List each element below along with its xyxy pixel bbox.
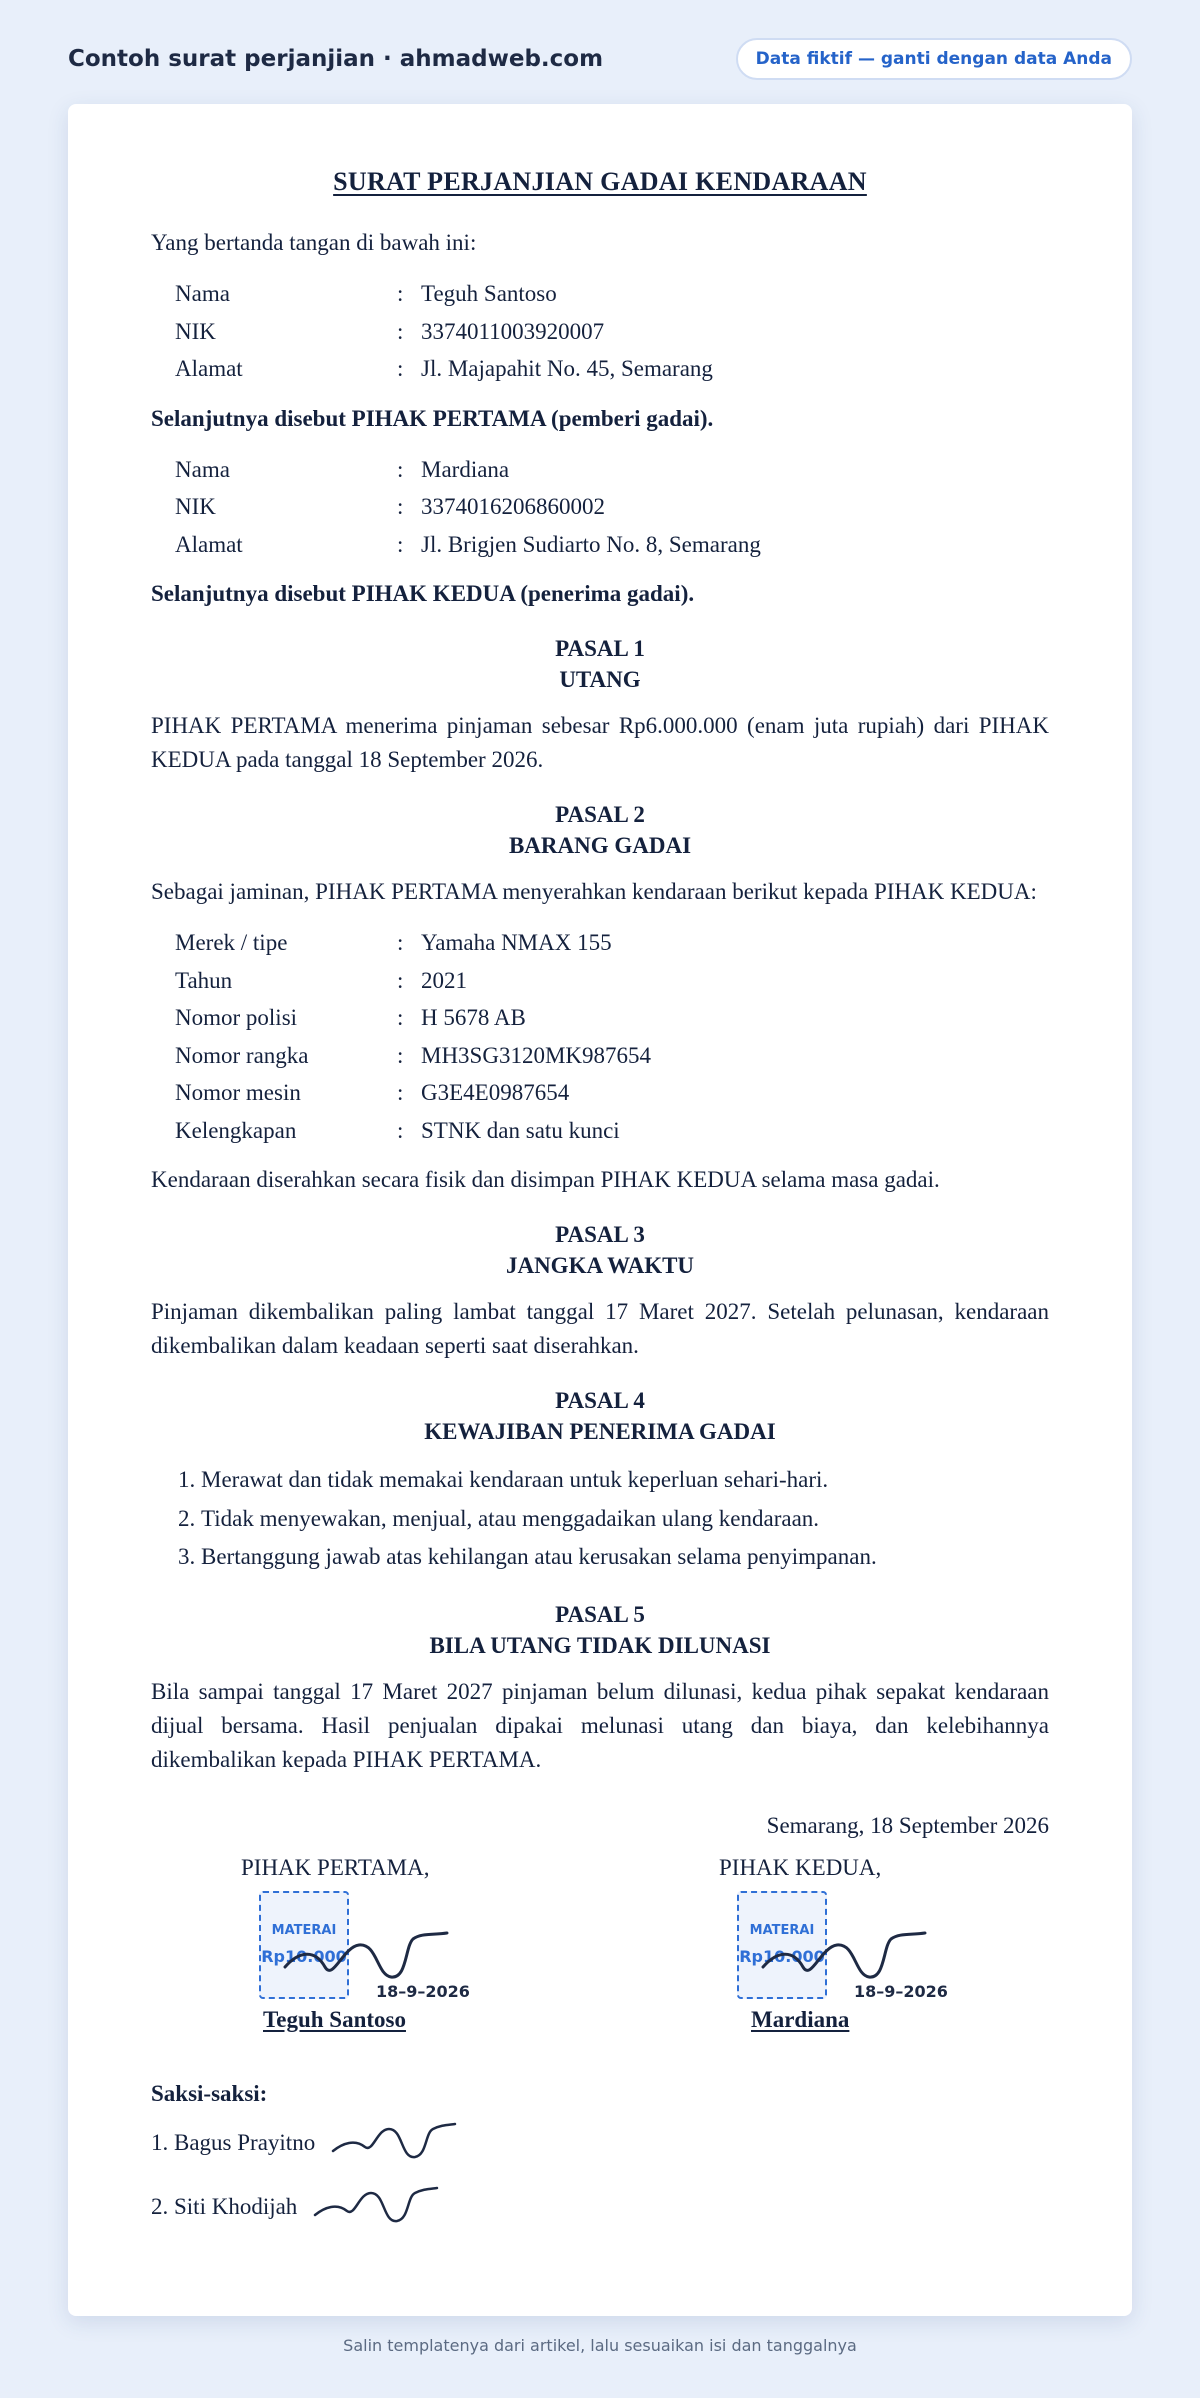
colon: :: [397, 930, 404, 955]
detail-value: MH3SG3120MK987654: [421, 1042, 652, 1068]
document-title: SURAT PERJANJIAN GADAI KENDARAAN: [333, 167, 867, 196]
pasal-title: KEWAJIBAN PENERIMA GADAI: [424, 1419, 776, 1444]
place-date: Semarang, 18 September 2026: [766, 1812, 1049, 1838]
detail-value: G3E4E0987654: [421, 1080, 570, 1105]
detail-label: Alamat: [175, 531, 243, 557]
pasal-4-heading: [151, 1385, 1049, 1447]
witness-row: [151, 2175, 1049, 2239]
pasal-title: JANGKA WAKTU: [505, 1253, 695, 1278]
party2-details: [175, 451, 1049, 564]
colon: :: [397, 456, 404, 482]
detail-value: 3374011003920007: [421, 318, 605, 344]
signature-block-pihak-kedua: [719, 1851, 979, 2037]
pasal-3-heading: [151, 1219, 1049, 1281]
pasal-5-heading: [151, 1599, 1049, 1661]
pasal-number: PASAL 2: [555, 802, 645, 827]
stamp-and-signature: [719, 1891, 979, 2001]
signature-date: 18–9–2026: [376, 1981, 470, 2001]
witness-signature-scribble: [329, 2121, 459, 2165]
detail-row: [175, 1037, 1049, 1075]
pasal-number: PASAL 4: [555, 1388, 645, 1413]
intro-text: Yang bertanda tangan di bawah ini:: [151, 230, 477, 255]
top-bar: [68, 36, 1132, 82]
pasal-1-heading: [151, 633, 1049, 695]
detail-label: Nomor rangka: [175, 1042, 309, 1068]
detail-row: [175, 350, 1049, 388]
stamp-and-signature: [241, 1891, 501, 2001]
vehicle-details: [175, 924, 1049, 1149]
colon: :: [397, 1042, 404, 1068]
pasal-1-text: PIHAK PERTAMA menerima pinjaman sebesar Rp6.000.000 (enam juta rupiah) dari PIHAK KEDUA pada tanggal 18 September 2026.: [151, 713, 1049, 772]
pasal-title: BARANG GADAI: [508, 833, 692, 858]
party-label: PIHAK KEDUA,: [719, 1854, 882, 1880]
party1-designation: Selanjutnya disebut PIHAK PERTAMA (pemberi gadai).: [151, 405, 714, 431]
detail-label: Merek / tipe: [175, 930, 288, 955]
pasal-number: PASAL 3: [555, 1222, 645, 1247]
witness-name: 2. Siti Khodijah: [151, 2193, 298, 2219]
colon: :: [397, 1005, 404, 1030]
witness-name: 1. Bagus Prayitno: [151, 2129, 316, 2155]
signer-name: Teguh Santoso: [263, 2006, 406, 2032]
party-label: PIHAK PERTAMA,: [241, 1854, 430, 1880]
detail-row: [175, 526, 1049, 564]
colon: :: [397, 967, 404, 993]
pasal-3-text: Pinjaman dikembalikan paling lambat tanggal 17 Maret 2027. Setelah pelunasan, kendaraan dikembalikan dalam keadaan seperti saat diserahkan.: [151, 1299, 1049, 1358]
detail-label: NIK: [175, 318, 216, 344]
detail-row: [175, 313, 1049, 351]
materai-value: Rp10.000: [261, 1946, 347, 1966]
witness-row: [151, 2111, 1049, 2175]
document-paper: [68, 104, 1132, 2316]
detail-label: Tahun: [175, 967, 233, 993]
detail-value: 2021: [421, 967, 467, 993]
detail-value: Jl. Majapahit No. 45, Semarang: [421, 356, 713, 381]
colon: :: [397, 1117, 404, 1143]
detail-value: H 5678 AB: [421, 1005, 526, 1030]
footer-note: Salin templatenya dari artikel, lalu sesuaikan isi dan tanggalnya: [343, 2336, 857, 2355]
pasal-number: PASAL 1: [555, 636, 645, 661]
detail-label: Nama: [175, 281, 230, 306]
signature-date: 18–9–2026: [854, 1981, 948, 2001]
detail-row: [175, 962, 1049, 1000]
colon: :: [397, 531, 404, 557]
detail-row: [175, 451, 1049, 489]
detail-label: NIK: [175, 494, 216, 519]
pasal-2-after: Kendaraan diserahkan secara fisik dan disimpan PIHAK KEDUA selama masa gadai.: [151, 1167, 940, 1192]
witness-heading: Saksi-saksi:: [151, 2080, 268, 2106]
detail-label: Nomor mesin: [175, 1080, 301, 1105]
pasal-2-heading: [151, 799, 1049, 861]
detail-value: Teguh Santoso: [421, 281, 557, 306]
signer-name: Mardiana: [751, 2006, 850, 2032]
detail-row: [175, 275, 1049, 313]
obligations-list: [151, 1461, 1049, 1577]
materai-label: MATERAI: [271, 1922, 337, 1938]
detail-row: [175, 1074, 1049, 1112]
detail-value: Jl. Brigjen Sudiarto No. 8, Semarang: [421, 531, 761, 557]
party1-details: [175, 275, 1049, 388]
detail-row: [175, 924, 1049, 962]
detail-value: Mardiana: [421, 456, 510, 482]
signature-block-pihak-pertama: [241, 1851, 501, 2037]
detail-value: 3374016206860002: [421, 494, 605, 519]
detail-label: Nomor polisi: [175, 1005, 298, 1030]
list-item: 2. Tidak menyewakan, menjual, atau menggadaikan ulang kendaraan.: [201, 1500, 1049, 1539]
materai-label: MATERAI: [749, 1922, 815, 1938]
site-title: Contoh surat perjanjian · ahmadweb.com: [68, 46, 604, 72]
detail-value: Yamaha NMAX 155: [421, 930, 612, 955]
party2-designation: Selanjutnya disebut PIHAK KEDUA (penerima gadai).: [151, 581, 695, 606]
detail-row: [175, 1112, 1049, 1150]
colon: :: [397, 318, 404, 344]
document-body: [151, 164, 1049, 2239]
colon: :: [397, 1080, 404, 1105]
detail-row: [175, 488, 1049, 526]
materai-value: Rp10.000: [739, 1946, 825, 1966]
fictional-data-badge: Data fiktif — ganti dengan data Anda: [736, 38, 1132, 80]
colon: :: [397, 356, 404, 381]
detail-label: Kelengkapan: [175, 1117, 297, 1143]
signature-area: [151, 1851, 1049, 2061]
detail-value: STNK dan satu kunci: [421, 1117, 620, 1143]
pasal-2-text: Sebagai jaminan, PIHAK PERTAMA menyerahkan kendaraan berikut kepada PIHAK KEDUA:: [151, 879, 1037, 904]
detail-label: Alamat: [175, 356, 243, 381]
detail-row: [175, 999, 1049, 1037]
detail-label: Nama: [175, 456, 230, 482]
pasal-5-text: Bila sampai tanggal 17 Maret 2027 pinjaman belum dilunasi, kedua pihak sepakat kendaraan dijual bersama. Hasil penjualan dipakai melunasi utang dan biaya, dan kelebihannya dikembalikan kepada PIHAK PERTAMA.: [151, 1678, 1049, 1772]
pasal-title: BILA UTANG TIDAK DILUNASI: [429, 1632, 771, 1658]
witness-signature-scribble: [311, 2185, 441, 2229]
list-item: 3. Bertanggung jawab atas kehilangan atau kerusakan selama penyimpanan.: [201, 1538, 1049, 1577]
list-item: 1. Merawat dan tidak memakai kendaraan untuk keperluan sehari-hari.: [201, 1461, 1049, 1500]
pasal-number: PASAL 5: [555, 1601, 645, 1627]
colon: :: [397, 494, 404, 519]
colon: :: [397, 281, 404, 306]
pasal-title: UTANG: [559, 667, 641, 692]
